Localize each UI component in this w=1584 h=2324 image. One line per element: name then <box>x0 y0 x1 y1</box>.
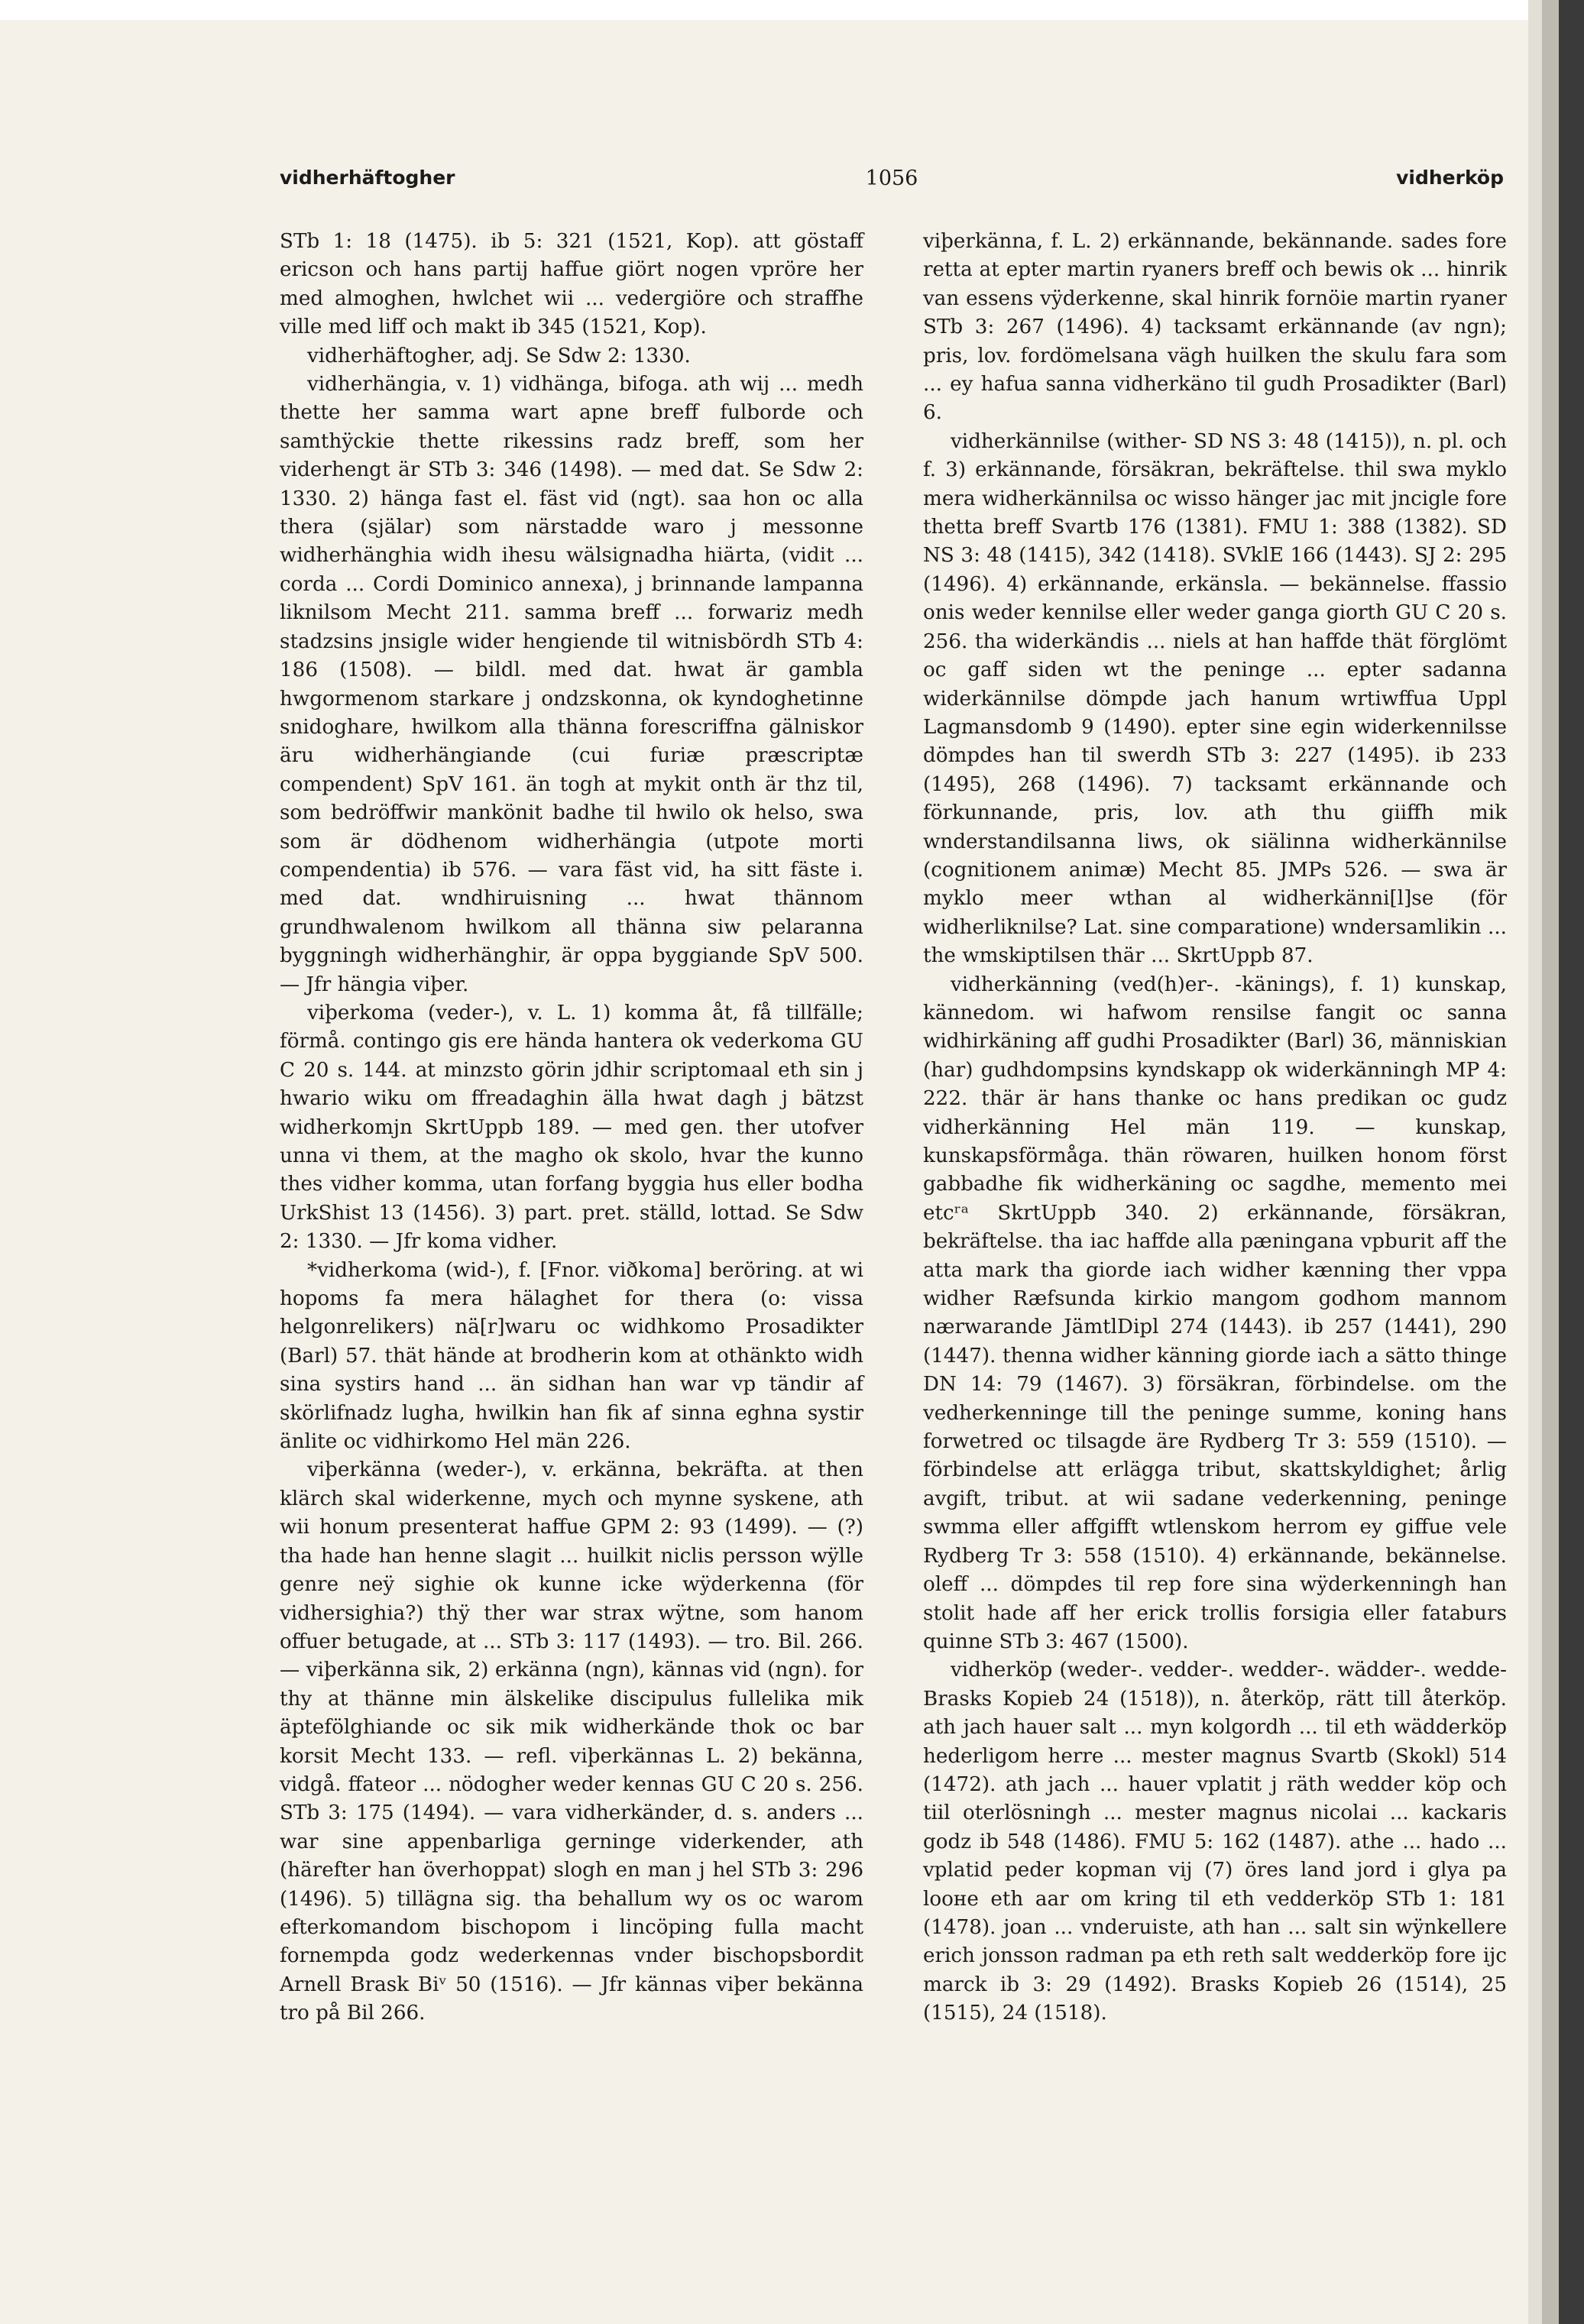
entry-vidherhangia: vidherhängia, v. 1) vidhänga, bifoga. ath wij ... medh thette her samma wart apne breff fulborde och samthÿckie thette rikessins radz breff, som her viderhengt är STb 3: 346 (1498). — med dat. Se Sdw 2: 1330. 2) hänga fast el. fäst vid (ngt). saa hon oc alla thera (själar) som närstadde waro j messonne widherhänghia widh ihesu wälsignadha hiärta, (vidit ... corda ... Cordi Dominico annexa), j brinnande lampanna liknilsom Mecht 211. samma breff ... forwariz medh stadzsins jnsigle wider hengiende til witnisbördh STb 4: 186 (1508). — bildl. med dat. hwat är gambla hwgormenom starkare j ondzskonna, ok kyndoghetinne snidoghare, hwilkom alla thänna forescriffna gälniskor äru widherhängiande (cui furiæ præscriptæ compendent) SpV 161. än togh at mykit onth är thz til, som bedröffwir mankönit badhe til hwilo ok helso, swa som är dödhenom widherhängia (utpote morti compendentia) ib 576. — vara fäst vid, ha sitt fäste i. med dat. wndhiruisning ... hwat thännom grundhwalenom hwilkom all thänna siw pelaranna byggningh widherhänghir, är oppa byggiande SpV 500. — Jfr hängia viþer. <box>280 373 863 996</box>
page-number: 1056 <box>865 167 918 190</box>
book-spine-edge <box>1542 0 1559 2324</box>
header-left-guideword: vidherhäftogher <box>280 167 455 189</box>
book-spine <box>1559 0 1584 2324</box>
header-right-guideword: vidherköp <box>1396 167 1504 189</box>
entry-viperkoma: viþerkoma (veder-), v. L. 1) komma åt, få tillfälle; förmå. contingo gis ere hända hantera ok vederkoma GU C 20 s. 144. at minzsto görin jdhir scriptomaal eth sin j hwario wiku om ffreadaghin älla hwat dagh j bätzst widherkomjn SkrtUppb 189. — med gen. ther utofver unna vi them, at the magho ok skolo, hvar the kunno thes vidher komma, utan forfang byggia hus eller bodha UrkShist 13 (1456). 3) part. pret. ställd, lottad. Se Sdw 2: 1330. — Jfr koma vidher. <box>280 1001 863 1254</box>
entry-vidherkanning: vidherkänning (ved(h)er-. -känings), f. 1) kunskap, kännedom. wi hafwom rensilse fangit oc sanna widhirkäning aff gudhi Prosadikter (Barl) 36, människian (har) gudhdompsins kyndskapp ok widerkänningh MP 4: 222. thär är hans thanke oc hans predikan oc gudz vidherkänning Hel män 119. — kunskap, kunskapsförmåga. thän röwaren, huilken honom först gabbadhe fik widherkäning oc sagdhe, memento mei etcʳᵃ SkrtUppb 340. 2) erkännande, försäkran, bekräftelse. tha iac haffde alla pæningana vpburit aff the atta mark tha giorde iach widher kænning ther vppa widher Ræfsunda kirkio mangom godhom mannom nærwarande JämtlDipl 274 (1443). ib 257 (1441), 290 (1447). thenna widher känning giorde iach a sätto thinge DN 14: 79 (1467). 3) försäkran, förbindelse. om the vedherkenninge till the peninge summe, koning hans forwetred oc tilsagde äre Rydberg Tr 3: 559 (1510). — förbindelse att erlägga tribut, skattskyldighet; årlig avgift, tribut. at wii sadane vederkenning, peninge swmma eller affgifft wtlenskom herrom ey giffue vele Rydberg Tr 3: 558 (1510). 4) erkännande, bekännelse. oleff ... dömpdes til rep fore sina wÿderkenningh han stolit hade aff her erick trollis forsigia eller fataburs quinne STb 3: 467 (1500). <box>923 973 1507 1653</box>
book-spine-shadow <box>1528 0 1542 2324</box>
running-header <box>280 167 1504 200</box>
left-column <box>280 228 863 2028</box>
entry-vidherkannilse: vidherkännilse (wither- SD NS 3: 48 (1415)), n. pl. och f. 3) erkännande, försäkran, bekräftelse. thil swa myklo mera widherkännilsa oc wisso hänger jac mit jncigle fore thetta breff Svartb 176 (1381). FMU 1: 388 (1382). SD NS 3: 48 (1415), 342 (1418). SVklE 166 (1443). SJ 2: 295 (1496). 4) erkännande, erkänsla. — bekännelse. ffassio onis weder kennilse eller weder ganga giorth GU C 20 s. 256. tha widerkändis ... niels at han haffde thät förglömt oc gaff siden wt the peninge ... epter sadanna widerkännilse dömpde jach hanum wrtiwffua Uppl Lagmansdomb 9 (1490). epter sine egin widerkennilsse dömpdes han til swerdh STb 3: 227 (1495). ib 233 (1495), 268 (1496). 7) tacksamt erkännande och förkunnande, pris, lov. ath thu giiffh mik wnderstandilsanna liws, ok siälinna widherkännilse (cognitionem animæ) Mecht 85. JMPs 526. — swa är myklo meer wthan al widherkänni[l]se (för widherliknilse? Lat. sine comparatione) wndersamlikin ... the wmskiptilsen thär ... SkrtUppb 87. <box>923 429 1507 968</box>
entry-vidherkop: vidherköp (weder-. vedder-. wedder-. wädder-. wedde- Brasks Kopieb 24 (1518)), n. återköp, rätt till återköp. ath jach hauer salt ... myn kolgordh ... til eth wädderköp hederligom herre ... mester magnus Svartb (Skokl) 514 (1472). ath jach ... hauer vplatit j räth wedder köp och tiil oterlösningh ... mester magnus nicolai ... kackaris godz ib 548 (1486). FMU 5: 162 (1487). athe ... hado ... vplatid peder kopman vij (7) öres land jord i glya pa looне eth aar om kring til eth vedderköp STb 1: 181 (1478). joan ... vnderuiste, ath han ... salt sin wÿnkellere erich jonsson radman pa eth reth salt wedderköp fore ijc marck ib 3: 29 (1492). Brasks Kopieb 26 (1514), 25 (1515), 24 (1518). <box>923 1659 1507 2025</box>
entry-vidherkoma-f: *vidherkoma (wid-), f. [Fnor. viðkoma] beröring. at wi hopoms fa mera hälaghet for thera (o: vissa helgonrelikers) nä[r]waru oc widhkomo Prosadikter (Barl) 57. thät hände at brodherin kom at othänkto widh sina systirs hand ... än sidhan han war vp tändir af skörlifnadz lugha, hwilkin han fik af sinna eghna systir änlite oc vidhirkomo Hel män 226. <box>280 1258 863 1454</box>
entry-viperkanna-f: viþerkänna, f. L. 2) erkännande, bekännande. sades fore retta at epter martin ryaners breff och bewis ok ... hinrik van essens vÿderkenne, skal hinrik fornöie martin ryaner STb 3: 267 (1496). 4) tacksamt erkännande (av ngn); pris, lov. fordömelsana vägh huilken the skulu fara som ... ey hafua sanna vidherkäno til gudh Prosadikter (Barl) 6. <box>923 230 1507 425</box>
entry-vidherhaftogher: vidherhäftogher, adj. Se Sdw 2: 1330. <box>307 344 691 367</box>
right-column <box>923 228 1507 2028</box>
entry-viperkanna-v: viþerkänna (weder-), v. erkänna, bekräfta. at then klärch skal widerkenne, mych och mynne syskene, ath wii honum presenterat haffue GPM 2: 93 (1499). — (?) tha hade han henne slagit ... huilkit niclis persson wÿlle genre neÿ sighie ok kunne icke wÿderkenna (för vidhersighia?) thÿ ther war strax wÿtne, som hanom offuer betugade, at ... STb 3: 117 (1493). — tro. Bil. 266. — viþerkänna sik, 2) erkänna (ngn), kännas vid (ngn). for thy at thänne min älskelike discipulus fullelika mik äptefölghiande oc sik mik widherkände thok oc bar korsit Mecht 133. — refl. viþerkännas L. 2) bekänna, vidgå. ffateor ... nödogher weder kennas GU C 20 s. 256. STb 3: 175 (1494). — vara vidherkänder, d. s. anders ... war sine appenbarliga gerninge viderkender, ath (härefter han överhoppat) slogh en man j hel STb 3: 296 (1496). 5) tillägna sig. tha behallum wy os oc warom efterkomandom bischopom i lincöping fulla macht fornempda godz wederkennas vnder bischopsbordit Arnell Brask Biᵛ 50 (1516). — Jfr kännas viþer bekänna tro på Bil 266. <box>280 1458 863 2025</box>
scan-top-margin <box>0 0 1584 20</box>
entry-continuation: STb 1: 18 (1475). ib 5: 321 (1521, Kop). att göstaff ericson och hans partij haffue giört nogen vpröre her med almoghen, hwlchet wii ... vedergiöre och straffhe ville med liff och makt ib 345 (1521, Kop). <box>280 230 863 339</box>
